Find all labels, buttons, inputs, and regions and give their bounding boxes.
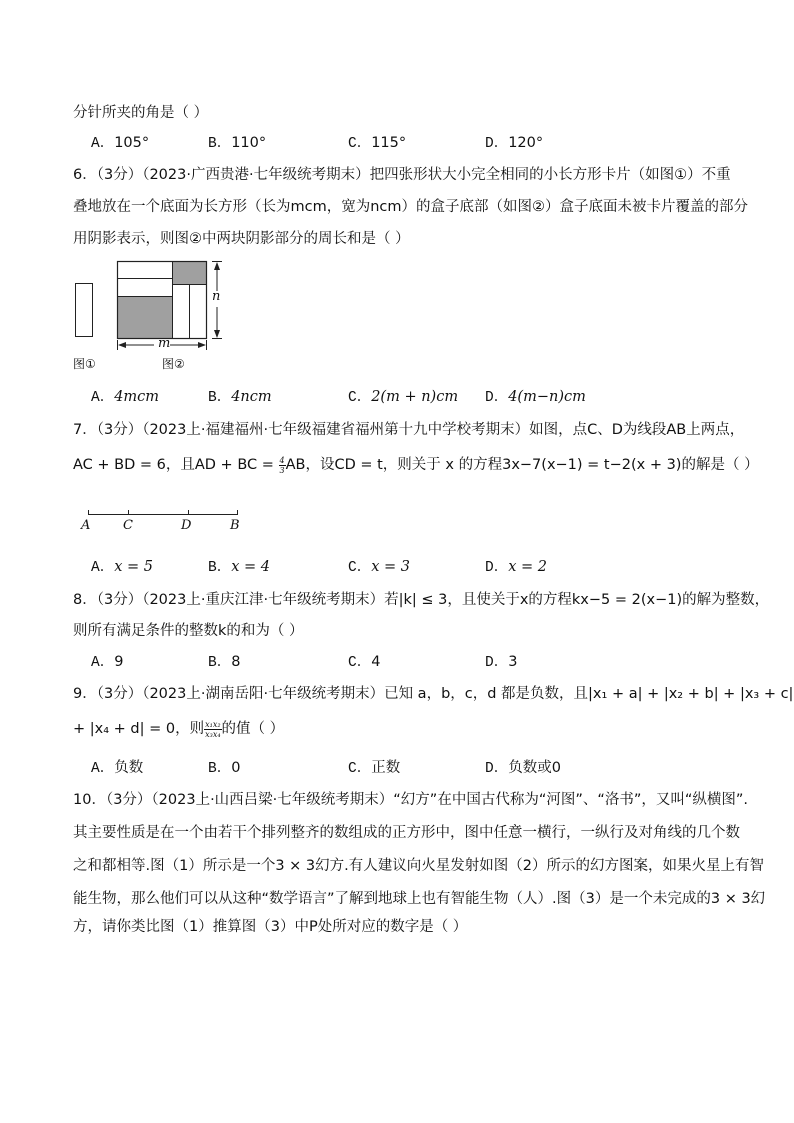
q6-fig2-card-v2 (190, 285, 207, 339)
q7-point-b: B (230, 518, 240, 533)
q7-point-a: A (81, 518, 91, 533)
q8-option-b[interactable]: B．8 (208, 654, 241, 671)
q8-stem-line1: 8．（3分）（2023上·重庆江津·七年级统考期末）若|k| ≤ 3，且使关于x的方程kx−5 = 2(x−1)的解为整数， (73, 592, 770, 608)
q8-option-c[interactable]: C．4 (348, 654, 381, 671)
q5-option-d[interactable]: D．120° (485, 135, 544, 152)
q7-option-d[interactable]: D．x = 2 (485, 559, 547, 576)
q8-option-a[interactable]: A．9 (91, 654, 124, 671)
q5-option-a[interactable]: A．105° (91, 135, 150, 152)
q7-segment-diagram (80, 505, 250, 525)
q6-option-a[interactable]: A．4mcm (91, 389, 160, 406)
q7-point-c: C (123, 518, 133, 533)
q9-option-b[interactable]: B．0 (208, 760, 241, 777)
q6-dim-m: m (158, 336, 171, 351)
q6-option-b[interactable]: B．4ncm (208, 389, 272, 406)
q9-fraction: $\frac{\text{x₁x₂}}{\text{x₃x₄}}$ (205, 719, 221, 739)
q6-fig1-card (76, 284, 93, 337)
q9-stem-line1: 9．（3分）（2023上·湖南岳阳·七年级统考期末）已知 a，b，c，d 都是负数，且|x₁ + a| + |x₂ + b| + |x₃ + c| (73, 686, 794, 702)
q6-fig2-shade-bottom-left (118, 297, 173, 339)
q10-stem-line3: 之和都相等.图（1）所示是一个3 × 3幻方.有人建议向火星发射如图（2）所示的幻方图案，如果火星上有智 (73, 858, 764, 874)
q6-dim-n: n (212, 289, 221, 304)
q7-option-c[interactable]: C．x = 3 (348, 559, 410, 576)
q6-option-d[interactable]: D．4(m−n)cm (485, 389, 586, 406)
q7-fraction: $\frac{4}{3}$ (279, 455, 285, 475)
q6-fig2-shade-top-right (173, 262, 207, 285)
q6-fig2-card-v1 (173, 285, 190, 339)
q7-option-b[interactable]: B．x = 4 (208, 559, 270, 576)
q6-stem-line3: 用阴影表示，则图②中两块阴影部分的周长和是（ ） (73, 231, 410, 247)
q8-option-d[interactable]: D．3 (485, 654, 518, 671)
q6-stem-line2: 叠地放在一个底面为长方形（长为mcm，宽为ncm）的盒子底部（如图②）盒子底面未被卡片覆盖的部分 (73, 199, 749, 215)
q9-option-d[interactable]: D．负数或0 (485, 760, 561, 777)
q5-stem-tail: 分针所夹的角是（ ） (73, 105, 209, 121)
q6-fig2-card-h1 (118, 262, 173, 279)
q6-option-c[interactable]: C．2(m + n)cm (348, 389, 459, 406)
q9-option-c[interactable]: C．正数 (348, 760, 401, 777)
q6-fig2-label: 图② (162, 357, 185, 371)
q5-option-c[interactable]: C．115° (348, 135, 407, 152)
q6-stem-line1: 6．（3分）（2023·广西贵港·七年级统考期末）把四张形状大小完全相同的小长方形卡片（如图①）不重 (73, 167, 731, 183)
q6-fig2-card-h2 (118, 279, 173, 297)
q7-stem-line1: 7．（3分）（2023上·福建福州·七年级福建省福州第十九中学校考期末）如图，点C、D为线段AB上两点， (73, 422, 745, 438)
q10-stem-line4: 能生物，那么他们可以从这种“数学语言”了解到地球上也有智能生物（人）.图（3）是一个未完成的3 × 3幻 (73, 891, 766, 907)
q10-stem-line1: 10．（3分）（2023上·山西吕梁·七年级统考期末）“幻方”在中国古代称为“河图”、“洛书”，又叫“纵横图”. (73, 792, 748, 808)
q7-stem-line2: AC + BD = 6，且AD + BC = $\frac{4}{3}$ AB，设CD = t，则关于 x 的方程3x−7(x−1) = t−2(x + 3)的解是（ ） (73, 455, 759, 475)
q10-stem-line2: 其主要性质是在一个由若干个排列整齐的数组成的正方形中，图中任意一横行，一纵行及对角线的几个数 (73, 825, 740, 841)
q9-stem-line2: + |x₄ + d| = 0，则 $\frac{\text{x₁x₂}}{\text{x₃x₄}}$ 的值（ ） (73, 719, 285, 739)
q10-stem-line5: 方，请你类比图（1）推算图（3）中P处所对应的数字是（ ） (73, 919, 468, 935)
q5-option-b[interactable]: B．110° (208, 135, 267, 152)
q9-option-a[interactable]: A．负数 (91, 760, 144, 777)
q6-fig1-label: 图① (73, 357, 96, 371)
q7-option-a[interactable]: A．x = 5 (91, 559, 153, 576)
q7-point-d: D (181, 518, 192, 533)
q8-stem-line2: 则所有满足条件的整数k的和为（ ） (73, 623, 304, 639)
